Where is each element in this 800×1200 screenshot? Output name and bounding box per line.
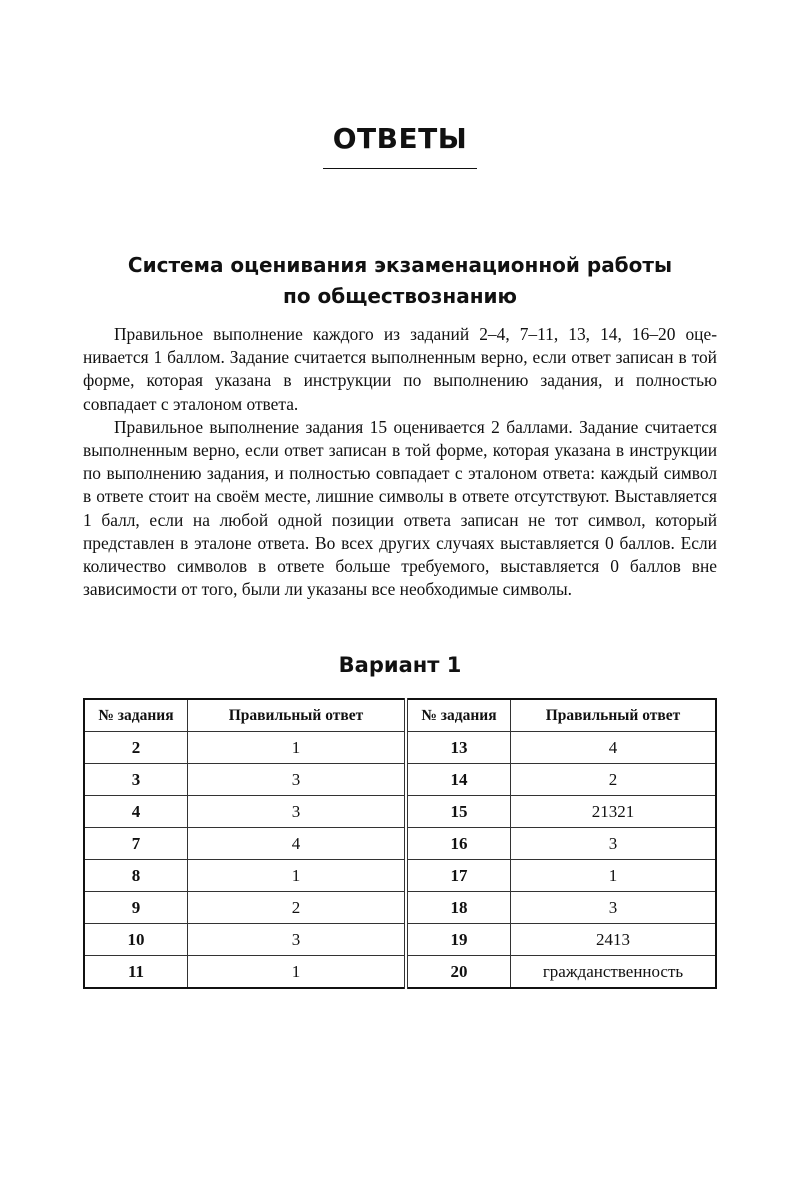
answers-table bbox=[83, 698, 717, 989]
answer-left: 1 bbox=[188, 732, 407, 764]
task-number-left: 10 bbox=[84, 924, 188, 956]
table-row bbox=[84, 892, 716, 924]
table-row bbox=[84, 924, 716, 956]
task-number-left: 2 bbox=[84, 732, 188, 764]
table-row bbox=[84, 764, 716, 796]
section-title-line-2: по обществознанию bbox=[283, 284, 517, 308]
answer-left: 1 bbox=[188, 860, 407, 892]
paragraph-2-point-tasks: Правильное выполнение задания 15 оценивается 2 баллами. Задание считается выполненным верно, если ответ записан в той форме, которая указана в инструкции по выполнению задания, и полностью совпадает с эталоном ответа: каждый символ в ответе стоит на своём месте, лишние символы в ответе отсутствуют. Выставляется 1 балл, если на любой одной позиции ответа записан не тот символ, который представлен в эталоне ответа. Во всех других случаях выставляется 0 баллов. Если количество символов в ответе больше требуемого, выставляется 0 баллов вне зависимости от того, были ли указаны все необходимые символы. bbox=[83, 416, 717, 600]
answer-right: 3 bbox=[511, 892, 717, 924]
table-row bbox=[84, 828, 716, 860]
task-number-right: 20 bbox=[406, 956, 511, 989]
header-correct-answer-right: Правильный ответ bbox=[511, 699, 717, 732]
answer-right: 4 bbox=[511, 732, 717, 764]
header-task-number-left: № задания bbox=[84, 699, 188, 732]
variant-title: Вариант 1 bbox=[338, 653, 462, 677]
table-body bbox=[84, 732, 716, 989]
table-row bbox=[84, 732, 716, 764]
table-row bbox=[84, 860, 716, 892]
answer-right: 21321 bbox=[511, 796, 717, 828]
paragraph-1-point-tasks: Правильное выполнение каждого из заданий 2–4, 7–11, 13, 14, 16–20 оценивается 1 баллом. Задание считается выполненным верно, если ответ записан в той форме, которая указана в инструкции по выполнению задания, и полностью совпадает с эталоном ответа. bbox=[83, 324, 717, 414]
task-number-left: 3 bbox=[84, 764, 188, 796]
task-number-right: 16 bbox=[406, 828, 511, 860]
section-title-line-1: Система оценивания экзаменационной работы bbox=[127, 253, 673, 277]
answer-left: 1 bbox=[188, 956, 407, 989]
main-title: ОТВЕТЫ bbox=[332, 122, 468, 155]
task-number-left: 7 bbox=[84, 828, 188, 860]
task-number-right: 13 bbox=[406, 732, 511, 764]
table-row bbox=[84, 956, 716, 989]
task-number-left: 8 bbox=[84, 860, 188, 892]
task-number-right: 15 bbox=[406, 796, 511, 828]
answer-right: 2413 bbox=[511, 924, 717, 956]
answer-right: гражданственность bbox=[511, 956, 717, 989]
title-underline bbox=[323, 168, 477, 169]
task-number-left: 9 bbox=[84, 892, 188, 924]
grading-description bbox=[83, 323, 717, 601]
table-row bbox=[84, 796, 716, 828]
header-task-number-right: № задания bbox=[406, 699, 511, 732]
header-correct-answer-left: Правильный ответ bbox=[188, 699, 407, 732]
answer-right: 2 bbox=[511, 764, 717, 796]
task-number-left: 4 bbox=[84, 796, 188, 828]
answer-left: 2 bbox=[188, 892, 407, 924]
answer-right: 3 bbox=[511, 828, 717, 860]
task-number-right: 17 bbox=[406, 860, 511, 892]
answer-left: 4 bbox=[188, 828, 407, 860]
task-number-right: 19 bbox=[406, 924, 511, 956]
answer-left: 3 bbox=[188, 764, 407, 796]
task-number-left: 11 bbox=[84, 956, 188, 989]
table-header-row bbox=[84, 699, 716, 732]
answer-left: 3 bbox=[188, 796, 407, 828]
answer-right: 1 bbox=[511, 860, 717, 892]
task-number-right: 18 bbox=[406, 892, 511, 924]
answer-left: 3 bbox=[188, 924, 407, 956]
section-title bbox=[0, 250, 800, 312]
task-number-right: 14 bbox=[406, 764, 511, 796]
